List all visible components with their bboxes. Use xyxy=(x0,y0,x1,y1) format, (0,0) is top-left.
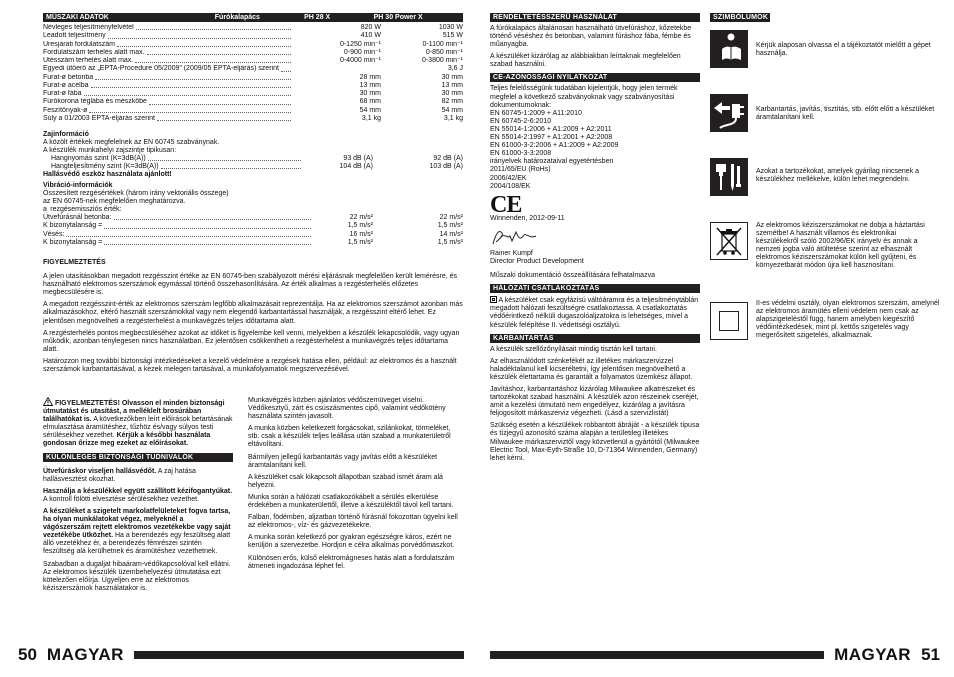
safety-paragraph: Falban, födémben, aljzatban történő fúrásnál fokozottan ügyelni kell az elektromos-, víz- és gázvezetékekre. xyxy=(248,514,458,530)
warning-triangle-icon xyxy=(43,397,53,406)
spec-row-label: Furat-ø acélba xyxy=(43,81,89,89)
special-p2-bold: Használja a készülékkel együtt szállított kézifogantyúkat. xyxy=(43,487,233,495)
leader-dots xyxy=(161,163,301,169)
noise-row-label: Hangteljesítmény szint (K=3dB(A)) xyxy=(51,163,159,171)
noise-row xyxy=(51,155,463,163)
safety-paragraph: A munka során keletkező por gyakran egészségre káros, ezért ne kerüljön a szervezetbe. Hordjon e célra alkalmas porvédőmaszkot. xyxy=(248,534,455,550)
vibration-row-label: K bizonytalanság = xyxy=(43,238,103,246)
spec-row xyxy=(43,41,463,49)
leader-dots xyxy=(136,24,291,30)
signature-icon xyxy=(490,227,540,247)
ce-line: EN 55014-1:2006 + A1:2009 + A2:2011 xyxy=(490,125,612,133)
safety-lead-rest: A következőkben leírt előírások betartásának elmulasztása áramütéshez, tűzhöz és/vagy súlyos testi sérülésekhez vezethet. xyxy=(43,416,233,440)
special-p3-bold: A készüléket a szigetelt markolatfelületeket fogva tartsa, ha olyan munkálatokat végez, melyeknél a vágószerszám rejtett elektromos vezetékekbe vagy saját vezetékébe ütközhet. xyxy=(43,507,231,540)
ce-line: EN 60745-1:2009 + A11:2010 xyxy=(490,109,582,117)
ce-line: EN 61000-3-2:2006 + A1:2009 + A2:2009 xyxy=(490,142,619,150)
vibration-row-value-1: 1,5 m/s² xyxy=(347,238,373,246)
spec-row-label: Feszítőnyak-ø xyxy=(43,106,88,114)
ce-lines xyxy=(490,85,700,190)
ce-line: Teljes felelősségünk tudatában kijelentjük, hogy jelen termék megfelel a következő szabványoknak vagy szabványosítási dokumentumoknak: xyxy=(490,85,678,109)
language-label: MAGYAR xyxy=(46,645,124,664)
symbol-row xyxy=(710,94,940,152)
spec-row-value-2: 0-3800 min⁻¹ xyxy=(421,57,463,64)
leader-dots xyxy=(95,74,291,80)
spec-row xyxy=(43,49,463,57)
spec-row-value-2: 82 mm xyxy=(441,98,463,106)
spec-row-value-1: 30 mm xyxy=(359,90,381,97)
spec-row-value-1: 410 W xyxy=(360,32,381,40)
leader-dots xyxy=(281,65,291,71)
vibration-row-value-1: 22 m/s² xyxy=(349,214,373,222)
ce-signer: Rainer Kumpf xyxy=(490,249,533,257)
safety-paragraph: A munka közben keletkezett forgácsokat, szilánkokat, törmeléket, stb. csak a készülék teljes leállása után szabad a munkaterületről eltávolítani. xyxy=(248,425,451,449)
safety-column-2 xyxy=(248,397,458,575)
safety-paragraph: A készüléket csak kikapcsolt állapotban szabad ismét áram alá helyezni. xyxy=(248,473,443,489)
vibration-row-value-2: 1,5 m/s² xyxy=(437,222,463,230)
special-p4: Szabadban a dugaljat hibaáram-védőkapcsolóval kell ellátni. Az elektromos készülék üzembehelyezési útmutatása ezt kötelezően előírja. Ügyeljen erre az elektromos kéziszerszámok használatakor is. xyxy=(43,560,231,592)
vibration-row-label: Ütvefúrásnál betonba: xyxy=(43,214,112,222)
symbol-row xyxy=(710,158,940,216)
maintenance-paragraph: Javításhoz, karbantartáshoz kizárólag Milwaukee alkatrészeket és tartozékokat szabad használni. A készülék azon részeinek cseréjét, amit a kezelési útmutató nem engedélyez, kizárólag a javításra feljogosított márkaszerviz végezheti. (Lásd a szervizlistát) xyxy=(490,386,699,418)
spec-row xyxy=(43,107,463,115)
vibration-section xyxy=(43,182,463,247)
spec-row-value-2: 30 mm xyxy=(441,73,463,81)
noise-line: A készülék munkahelyi zajszintje tipikusan: xyxy=(43,147,177,155)
spec-row-label: Furat-ø betonba xyxy=(43,73,94,81)
safety-paragraph: Bármilyen jellegű karbantartás vagy javítás előtt a készüléket áramtalanítani kell. xyxy=(248,453,438,469)
ce-line: 2011/65/EU (RoHs) xyxy=(490,166,551,174)
special-p1-rest: A zaj hatása hallásvesztést okozhat. xyxy=(43,467,196,483)
leader-dots xyxy=(66,231,311,237)
spec-row-label: Súly a 01/2003 EPTA-eljárás szerint xyxy=(43,114,155,122)
spec-row xyxy=(43,74,463,82)
maintenance-title: KARBANTARTÁS xyxy=(490,334,700,343)
spec-row-value-1: 13 mm xyxy=(359,81,381,89)
leader-dots xyxy=(104,239,311,245)
ce-line: 2006/42/EK xyxy=(490,174,527,182)
leader-dots xyxy=(91,82,291,88)
spec-row-label: Leadott teljesítmény xyxy=(43,32,106,40)
figyelmeztetes-section xyxy=(43,259,463,378)
safety-lead-bold: FIGYELMEZTETÉS! Olvasson el minden biztonsági útmutatást és utasítást, a melléklelt brosúrában találhatókat is. xyxy=(43,400,225,424)
spec-row-value-1: 3,1 kg xyxy=(361,114,381,122)
spec-row-label: Furat-ø fába xyxy=(43,90,82,97)
leader-dots xyxy=(135,57,291,63)
safety-paragraph: Különösen erős, külső elektromágneses hatás alatt a fordulatszám átmeneti ingadozása léphet fel. xyxy=(248,554,455,570)
leader-dots xyxy=(108,32,291,38)
spec-row-value-1: 28 mm xyxy=(359,73,381,81)
spec-row-label: Üresjárati fordulatszám xyxy=(43,40,115,48)
class-ii-small-icon xyxy=(490,296,497,303)
spec-row-label: Fúrókorona téglába és mészkőbe xyxy=(43,98,147,106)
right-page xyxy=(477,0,954,677)
ce-doc-note: Műszaki dokumentáció összeállítására felhatalmazva xyxy=(490,272,655,280)
ce-title: CE-AZONOSSÁGI NYILATKOZAT xyxy=(490,73,700,82)
spec-row xyxy=(43,65,463,73)
class-ii-icon xyxy=(710,302,748,340)
spec-row-label: Fordulatszám terhelés alatt max. xyxy=(43,48,145,56)
noise-row-value-1: 93 dB (A) xyxy=(343,155,373,163)
spec-row-value-1 xyxy=(293,65,383,73)
vibration-row-value-2: 22 m/s² xyxy=(439,214,463,222)
spec-col0: Fúrókalapács xyxy=(214,14,260,21)
left-footer xyxy=(18,645,464,665)
spec-row xyxy=(43,115,463,123)
vibration-row-label: Vésés: xyxy=(43,230,65,238)
spec-row-label: Ütésszám terhelés alatt max. xyxy=(43,57,134,64)
spec-row-value-2: 54 mm xyxy=(441,106,463,114)
leader-dots xyxy=(157,115,291,121)
safety-keep: Kérjük a későbbi használata gondosan őrizze meg ezeket az előírásokat. xyxy=(43,432,211,448)
connection-text: A készüléket csak egyfázisú váltóáramra és a teljesítménytáblán megadott hálózati feszültségre csatlakoztassa. A csatlakoztatás védőérintkező nélküli dugaszolóaljzatokra is lehetséges, mivel a készülék felépítése II. védettségi osztályú. xyxy=(490,297,699,329)
noise-row-value-1: 104 dB (A) xyxy=(339,163,373,171)
spec-rows xyxy=(43,24,463,123)
page-number: 51 xyxy=(921,645,940,664)
vibration-row-value-2: 14 m/s² xyxy=(439,230,463,238)
leader-dots xyxy=(149,98,291,104)
vibration-line: az EN 60745-nek megfelelően meghatározva. xyxy=(43,198,186,206)
ce-line: EN 55014-2:1997 + A1:2001 + A2:2008 xyxy=(490,134,613,142)
spec-row-value-2: 3,1 kg xyxy=(443,114,463,122)
noise-section xyxy=(43,131,463,180)
spec-row-label: Egyedi ütőerő az „EPTA-Procedure 05/2009” (2009/05 EPTA-eljárás) szerint xyxy=(43,65,279,73)
safety-column xyxy=(43,397,233,597)
footer-bar xyxy=(134,651,464,659)
vibration-row xyxy=(43,214,463,222)
spec-table xyxy=(43,13,463,123)
spec-col1: PH 28 X xyxy=(304,14,331,21)
spec-row-value-2: 3,6 J xyxy=(447,65,463,73)
spec-row-value-2: 30 mm xyxy=(441,90,463,97)
language-label: MAGYAR xyxy=(834,645,912,664)
spec-row-value-2: 515 W xyxy=(442,32,463,40)
symbol-text: II-es védelmi osztály, olyan elektromos szerszám, amelynél az elektromos áramütés elleni védelem nem csak az alapszigeteléstől függ, hanem amelyben kiegészítő védőintézkedések, mint pl. kettős szigetelés vagy megerősített szigetelés, alkalmaznak. xyxy=(756,300,940,340)
spec-row-value-2: 0-1100 min⁻¹ xyxy=(422,40,463,48)
special-p1-bold: Ütvefúráskor viseljen hallásvédőt. xyxy=(43,467,157,475)
unplug-icon xyxy=(710,94,748,132)
symbol-text: Az elektromos kéziszerszámokat ne dobja a háztartási szemétbe! A használt villamos és elektronikai készülékekről szóló 2002/96/EK irányelv és annak a nemzeti jogba való átültetése szerint az elhasznált elektromos kéziszerszámokat külön kell gyűjteni, és környezetbarát módon újra kell hasznosítani. xyxy=(756,222,925,270)
accessories-icon xyxy=(710,158,748,196)
vibration-row-value-1: 16 m/s² xyxy=(349,230,373,238)
figyelmeztetes-title: FIGYELMEZTETÉS xyxy=(43,259,106,266)
symbol-text: Karbantartás, javítás, tisztítás, stb. előtt előtt a készüléket áramtalanítani kell. xyxy=(756,106,935,122)
vibration-row xyxy=(43,231,463,239)
leader-dots xyxy=(84,90,291,96)
leader-dots xyxy=(117,41,291,47)
spec-row xyxy=(43,82,463,90)
weee-bin-icon xyxy=(710,222,748,260)
noise-warning: Hallásvédő eszköz használata ajánlott! xyxy=(43,171,172,179)
vibration-row-label: K bizonytalanság = xyxy=(43,222,103,230)
noise-title: Zajinformáció xyxy=(43,131,89,138)
vibration-row-value-1: 1,5 m/s² xyxy=(347,222,373,230)
footer-bar xyxy=(490,651,824,659)
read-manual-icon xyxy=(710,30,748,68)
spec-row-value-1: 0-1250 min⁻¹ xyxy=(339,40,381,48)
intended-use-p1: A fúrókalapács általánosan használható ütvefúráshoz, kőzetekbe történő véséshez és betonban, valamint fúráshoz fába, fémbe és műanyagba. xyxy=(490,25,692,49)
ce-line: irányelvek határozataival egyetértésben xyxy=(490,158,614,166)
right-column-1 xyxy=(490,13,700,467)
spec-row-value-2: 1030 W xyxy=(438,24,463,31)
right-footer xyxy=(490,645,940,665)
leader-dots xyxy=(147,49,291,55)
spec-row-value-1: 54 mm xyxy=(359,106,381,114)
noise-row xyxy=(51,163,463,171)
spec-row xyxy=(43,98,463,106)
spec-row xyxy=(43,57,463,65)
symbols-title: SZIMBÓLUMOK xyxy=(710,13,770,22)
symbol-row xyxy=(710,222,940,294)
leader-dots xyxy=(104,222,311,228)
figyelmeztetes-paragraph: Határozzon meg további biztonsági intézkedéseket a kezelő védelmére a rezgések hatása ellen, például: az elektromos és a használt szerszámok karbantartásával, a kezek melegen tartásával, a munkafolyamatok megszervezésével. xyxy=(43,357,457,374)
symbols-section xyxy=(710,13,940,346)
special-p2-rest: A kontroll fölötti elvesztése sérülésekhez vezethet. xyxy=(43,495,200,503)
vibration-row xyxy=(43,239,463,247)
spec-row-value-1: 0-4000 min⁻¹ xyxy=(339,57,381,64)
ce-line: 2004/108/EK xyxy=(490,182,531,190)
safety-paragraph: Munka során a hálózati csatlakozókábelt a sérülés elkerülése érdekében a munkaterülettől, illetve a készüléktől távol kell tartani. xyxy=(248,493,454,510)
leader-dots xyxy=(114,214,312,220)
symbol-text: Azokat a tartozékokat, amelyek gyárilag nincsenek a készülékhez mellékelve, külön lehet megrendelni. xyxy=(756,168,920,184)
leader-dots xyxy=(89,107,291,113)
special-p3-rest: Ha a berendezés egy feszültség alatt álló vezetékhez ér, a berendezés fémrészei szintén feszültség alá kerülhetnek és áramütéshez vezethetnek. xyxy=(43,532,231,556)
figyelmeztetes-paragraph: A megadott rezgésszint-érték az elektromos szerszám legfőbb alkalmazásait reprezentálja. Ha az elektromos szerszámot azonban más alkalmazásokhoz, eltérő használt szerszámokkal vagy nem elegendő karbantartással használják, a rezgésszint eltérő lehet. Ez jelentősen megnövelheti a rezgésterhelést a munkavégzés teljes időtartama alatt. xyxy=(43,301,463,325)
spec-row-value-1: 68 mm xyxy=(359,98,381,106)
spec-row-value-2: 0-850 min⁻¹ xyxy=(425,48,463,56)
maintenance-paragraph: Az elhasználódott szénkefékét az illetékes márkaszervizzel haladéktalanul kell kicseréltetni, így jelentősen megnövelhető a készülék élettartama és garantált a folyamatos üzemkész állapot. xyxy=(490,357,693,381)
ce-signer-role: Director Product Development xyxy=(490,258,584,266)
vibration-line: Összesített rezgésértékek (három irány vektoriális összege) xyxy=(43,190,229,198)
special-safety-title: KÜLÖNLEGES BIZTONSÁGI TUDNIVALÓK xyxy=(43,453,233,462)
intended-use-title: RENDELTETÉSSZERŰ HASZNÁLAT xyxy=(490,13,700,22)
symbol-text: Kérjük alaposan olvassa el a tájékoztatót mielőtt a gépet használja. xyxy=(756,42,931,58)
noise-line: A közölt értékek megfelelnek az EN 60745 szabványnak. xyxy=(43,139,220,147)
vibration-row-value-2: 1,5 m/s² xyxy=(437,238,463,246)
page-number: 50 xyxy=(18,645,37,664)
symbol-row xyxy=(710,300,940,340)
spec-title: MŰSZAKI ADATOK xyxy=(46,14,109,21)
ce-mark: CE xyxy=(490,191,522,218)
spec-header xyxy=(43,13,463,22)
figyelmeztetes-paragraph: A jelen utasításokban megadott rezgésszint értéke az EN 60745-ben szabályozott mérési eljárásnak megfelelően került lemérésre, és használható elektromos szerszámok egymással történő összehasonlítására. Az érték alkalmas a rezgésterhelés előzetes megbecsülésére is. xyxy=(43,273,458,297)
maintenance-paragraph: Szükség esetén a készülékek robbantott ábráját - a készülék típusa és tízjegyű azonosító száma alapján a területileg illetékes Milwaukee márkaszerviztől vagy közvetlenül a gyártótól (Milwaukee Electric Tool, Max-Eyth-Straße 10, D-71364 Winnenden, Germany) lehet kérni. xyxy=(490,422,700,462)
spec-row-value-2: 13 mm xyxy=(441,81,463,89)
ce-line: EN 61000-3-3:2008 xyxy=(490,150,552,158)
noise-row-value-2: 92 dB (A) xyxy=(433,155,463,163)
ce-line: EN 60745-2-6:2010 xyxy=(490,117,552,125)
vibration-title: Vibráció-információk xyxy=(43,182,113,189)
leader-dots xyxy=(148,155,301,161)
symbol-row xyxy=(710,30,940,88)
figyelmeztetes-paragraph: A rezgésterhelés pontos megbecsüléséhez azokat az időket is figyelembe kell venni, melyekben a készülék lekapcsolódik, vagy ugyan működik, azonban ténylegesen nincs használatban. Ez jelentősen csökkentheti a rezgésterhelést a munkavégzés teljes időtartama alatt. xyxy=(43,329,460,353)
spec-row xyxy=(43,32,463,40)
spec-col2: PH 30 Power X xyxy=(373,14,423,21)
spec-row-value-1: 820 W xyxy=(360,24,381,31)
spec-row xyxy=(43,90,463,98)
spec-row-label: Névleges teljesítményfelvétel xyxy=(43,24,134,31)
noise-row-value-2: 103 dB (A) xyxy=(429,163,463,171)
connection-title: HÁLÓZATI CSATLAKOZTATÁS xyxy=(490,284,700,293)
spec-row xyxy=(43,24,463,32)
safety-paragraph: Munkavégzés közben ajánlatos védőszemüveget viselni. Védőkesztyű, zárt és csúszásmentes cipő, valamint védőkötény használata szintén javasolt. xyxy=(248,397,446,421)
spec-row-value-1: 0-900 min⁻¹ xyxy=(343,48,381,56)
maintenance-paragraph: A készülék szellőzőnyílásait mindig tisztán kell tartani. xyxy=(490,345,657,353)
intended-use-p2: A készüléket kizárólag az alábbiakban leírtaknak megfelelően szabad használni. xyxy=(490,53,681,69)
vibration-row xyxy=(43,222,463,230)
vibration-line: a rezgésemissziós érték: xyxy=(43,206,122,214)
noise-row-label: Hangnyomás szint (K=3dB(A)) xyxy=(51,155,146,163)
ce-place-date: Winnenden, 2012-09-11 xyxy=(490,214,565,222)
